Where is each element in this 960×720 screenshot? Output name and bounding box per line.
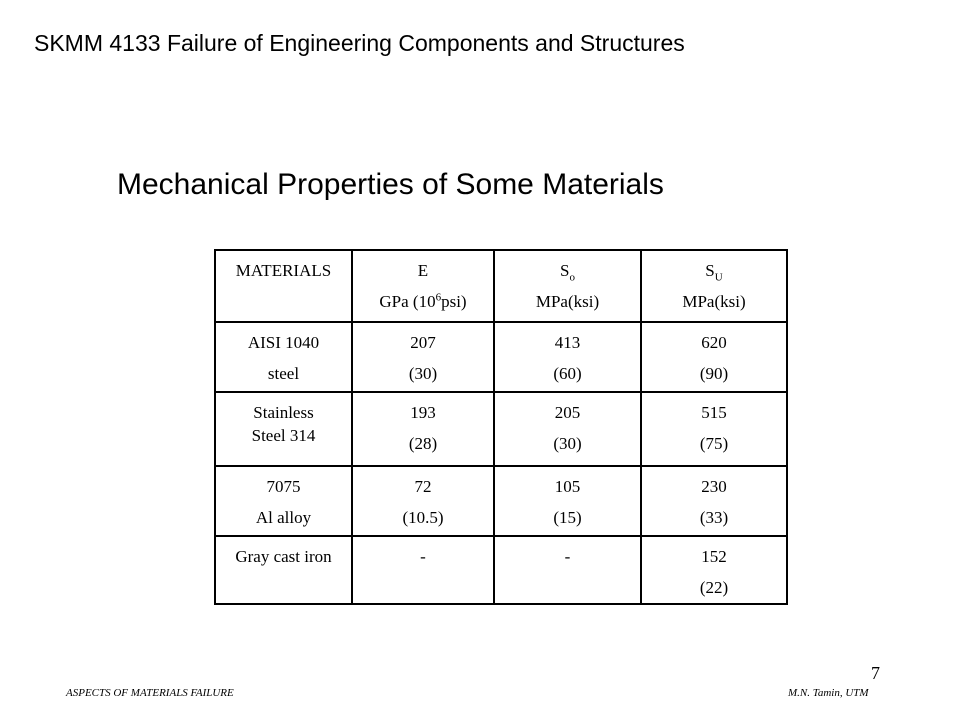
ultimate-strength-cell (641, 536, 787, 604)
modulus-cell (352, 466, 494, 536)
slide-title: Mechanical Properties of Some Materials (117, 168, 664, 201)
material-cell (215, 322, 352, 392)
table-row (215, 322, 787, 392)
footer-right-text: M.N. Tamin, UTM (788, 687, 869, 699)
yield-us-value: (60) (553, 364, 582, 383)
header-modulus (352, 250, 494, 322)
material-name-line2: Steel 314 (251, 426, 316, 445)
material-name-line2: Al alloy (255, 508, 312, 527)
material-name-line1: 7075 (266, 477, 301, 496)
ultimate-strength-cell (641, 392, 787, 466)
modulus-cell (352, 536, 494, 604)
header-yield-symbol-subscript: o (569, 271, 575, 284)
header-materials (215, 250, 352, 322)
header-ultimate-symbol-subscript: U (714, 271, 723, 284)
material-cell (215, 466, 352, 536)
header-ultimate-strength (641, 250, 787, 322)
header-modulus-unit-exponent: 6 (435, 291, 442, 304)
yield-strength-cell (494, 322, 641, 392)
header-modulus-unit-suffix: psi) (441, 292, 467, 311)
yield-us-value: (30) (553, 434, 582, 453)
header-materials-label: MATERIALS (235, 261, 332, 280)
header-yield-symbol-base: S (560, 261, 570, 280)
ultimate-us-value: (33) (699, 508, 729, 527)
yield-si-value: 205 (554, 403, 581, 422)
header-modulus-unit-prefix: GPa (10 (379, 292, 436, 311)
header-ultimate-unit: MPa(ksi) (682, 292, 746, 311)
table-row (215, 392, 787, 466)
mechanical-properties-table (214, 249, 788, 605)
footer-left-text: ASPECTS OF MATERIALS FAILURE (66, 687, 234, 699)
table-header-row (215, 250, 787, 322)
modulus-si-value: 207 (410, 333, 436, 352)
page-number: 7 (871, 663, 880, 683)
table-row (215, 466, 787, 536)
modulus-si-value: 193 (410, 403, 436, 422)
ultimate-si-value: 230 (701, 477, 727, 496)
ultimate-si-value: 152 (701, 547, 727, 566)
ultimate-si-value: 515 (701, 403, 727, 422)
modulus-cell (352, 322, 494, 392)
material-name-line1: AISI 1040 (247, 333, 320, 352)
ultimate-si-value: 620 (701, 333, 727, 352)
header-modulus-symbol: E (417, 261, 429, 280)
yield-si-value: 413 (554, 333, 581, 352)
modulus-si-value: 72 (414, 477, 432, 496)
ultimate-us-value: (75) (699, 434, 729, 453)
material-name-line1: Gray cast iron (235, 547, 332, 566)
modulus-cell (352, 392, 494, 466)
ultimate-strength-cell (641, 466, 787, 536)
yield-si-value: 105 (554, 477, 581, 496)
yield-strength-cell (494, 466, 641, 536)
yield-strength-cell (494, 536, 641, 604)
modulus-si-value: - (420, 547, 426, 566)
yield-strength-cell (494, 392, 641, 466)
ultimate-strength-cell (641, 322, 787, 392)
header-yield-symbol (495, 255, 640, 286)
course-title: SKMM 4133 Failure of Engineering Components and Structures (34, 30, 685, 56)
header-modulus-unit (353, 286, 493, 317)
modulus-us-value: (30) (408, 364, 438, 383)
header-yield-strength (494, 250, 641, 322)
material-name-line2: steel (267, 364, 300, 383)
yield-us-value: (15) (553, 508, 582, 527)
header-yield-unit: MPa(ksi) (535, 292, 600, 311)
material-cell (215, 536, 352, 604)
yield-si-value: - (564, 547, 571, 566)
material-cell (215, 392, 352, 466)
modulus-us-value: (10.5) (402, 508, 444, 527)
table-row (215, 536, 787, 604)
header-ultimate-symbol (642, 255, 786, 286)
ultimate-us-value: (22) (699, 578, 729, 597)
header-ultimate-symbol-base: S (705, 261, 715, 280)
modulus-us-value: (28) (408, 434, 438, 453)
ultimate-us-value: (90) (699, 364, 729, 383)
material-name-line1: Stainless (253, 403, 314, 422)
